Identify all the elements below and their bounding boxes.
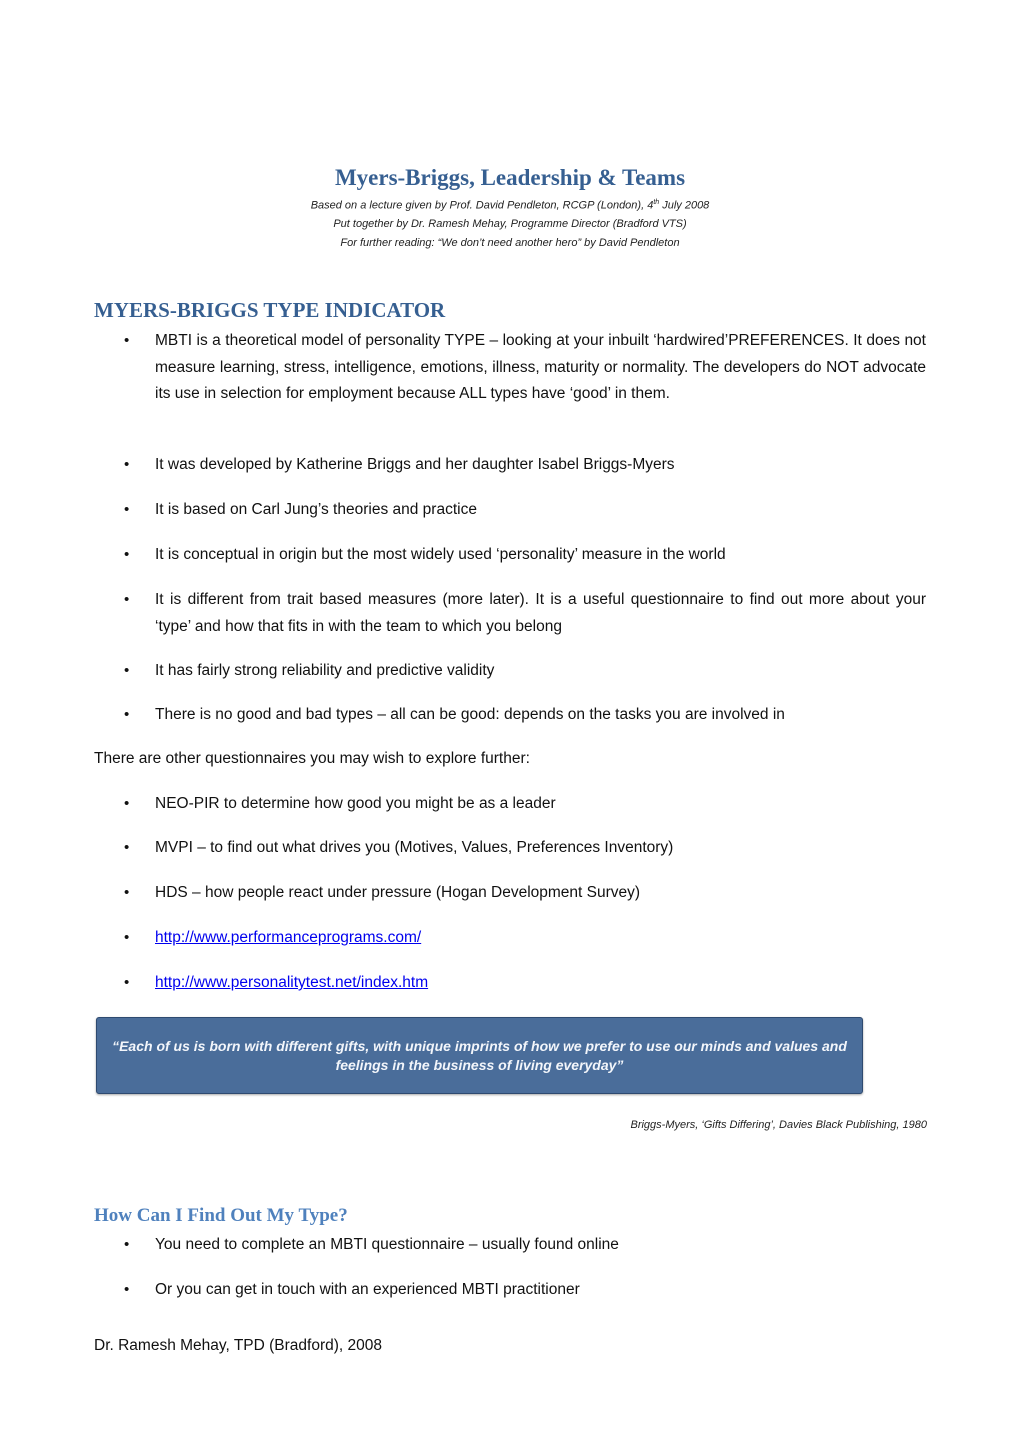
- other-item-hds: • HDS – how people react under pressure (Hogan Development Survey): [155, 880, 926, 907]
- lecture-credit: [0, 199, 1020, 212]
- lecture-credit-suffix: July 2008: [659, 199, 710, 212]
- document-title: Myers-Briggs, Leadership & Teams: [334, 165, 686, 190]
- other-item-neo-pir: • NEO-PIR to determine how good you might be as a leader: [155, 791, 926, 818]
- section-heading-find-type: How Can I Find Out My Type?: [94, 1205, 348, 1226]
- mbti-bullet-1: • MBTI is a theoretical model of personality TYPE – looking at your inbuilt ‘hardwired’PREFERENCES. It does not measure learning, stress, intelligence, emotions, illness, maturity or normality. The developers do NOT advocate its use in selection for employment because ALL types have ‘good’ in them.: [155, 328, 926, 408]
- compiled-by: Put together by Dr. Ramesh Mehay, Programme Director (Bradford VTS): [333, 218, 687, 230]
- find-type-bullet-2: • Or you can get in touch with an experienced MBTI practitioner: [155, 1277, 926, 1304]
- further-reading: For further reading: “We don’t need another hero” by David Pendleton: [340, 237, 680, 249]
- other-item-mvpi: • MVPI – to find out what drives you (Motives, Values, Preferences Inventory): [155, 835, 926, 862]
- other-questionnaires-intro: There are other questionnaires you may wish to explore further:: [94, 750, 530, 767]
- mbti-bullet-4: • It is conceptual in origin but the most widely used ‘personality’ measure in the world: [155, 542, 926, 569]
- mbti-bullet-3: • It is based on Carl Jung’s theories and practice: [155, 497, 926, 524]
- mbti-bullet-7: • There is no good and bad types – all can be good: depends on the tasks you are involved in: [155, 702, 926, 729]
- link-personalitytest[interactable]: http://www.personalitytest.net/index.htm: [155, 974, 429, 991]
- mbti-bullet-5: • It is different from trait based measures (more later). It is a useful questionnaire to find out more about your ‘type’ and how that fits in with the team to which you belong: [155, 587, 926, 640]
- lecture-credit-prefix: Based on a lecture given by Prof. David Pendleton, RCGP (London), 4: [310, 199, 654, 212]
- lecture-credit-superscript: th: [653, 199, 660, 206]
- link-performanceprograms[interactable]: http://www.performanceprograms.com/: [155, 929, 422, 946]
- quote-box: [96, 1017, 863, 1094]
- link-item-performanceprograms: [155, 925, 926, 952]
- quote-citation: Briggs-Myers, ‘Gifts Differing’, Davies Black Publishing, 1980: [630, 1119, 927, 1131]
- quote-text: “Each of us is born with different gifts, with unique imprints of how we prefer to use our minds and values and feelings in the business of living everyday”: [112, 1037, 847, 1073]
- link-item-personalitytest: [155, 970, 926, 997]
- find-type-bullet-1: • You need to complete an MBTI questionnaire – usually found online: [155, 1232, 926, 1259]
- section-heading-mbti: MYERS-BRIGGS TYPE INDICATOR: [94, 298, 446, 322]
- footer-text: Dr. Ramesh Mehay, TPD (Bradford), 2008: [94, 1337, 383, 1354]
- mbti-bullet-6: • It has fairly strong reliability and predictive validity: [155, 658, 926, 685]
- mbti-bullet-2: • It was developed by Katherine Briggs and her daughter Isabel Briggs-Myers: [155, 452, 926, 479]
